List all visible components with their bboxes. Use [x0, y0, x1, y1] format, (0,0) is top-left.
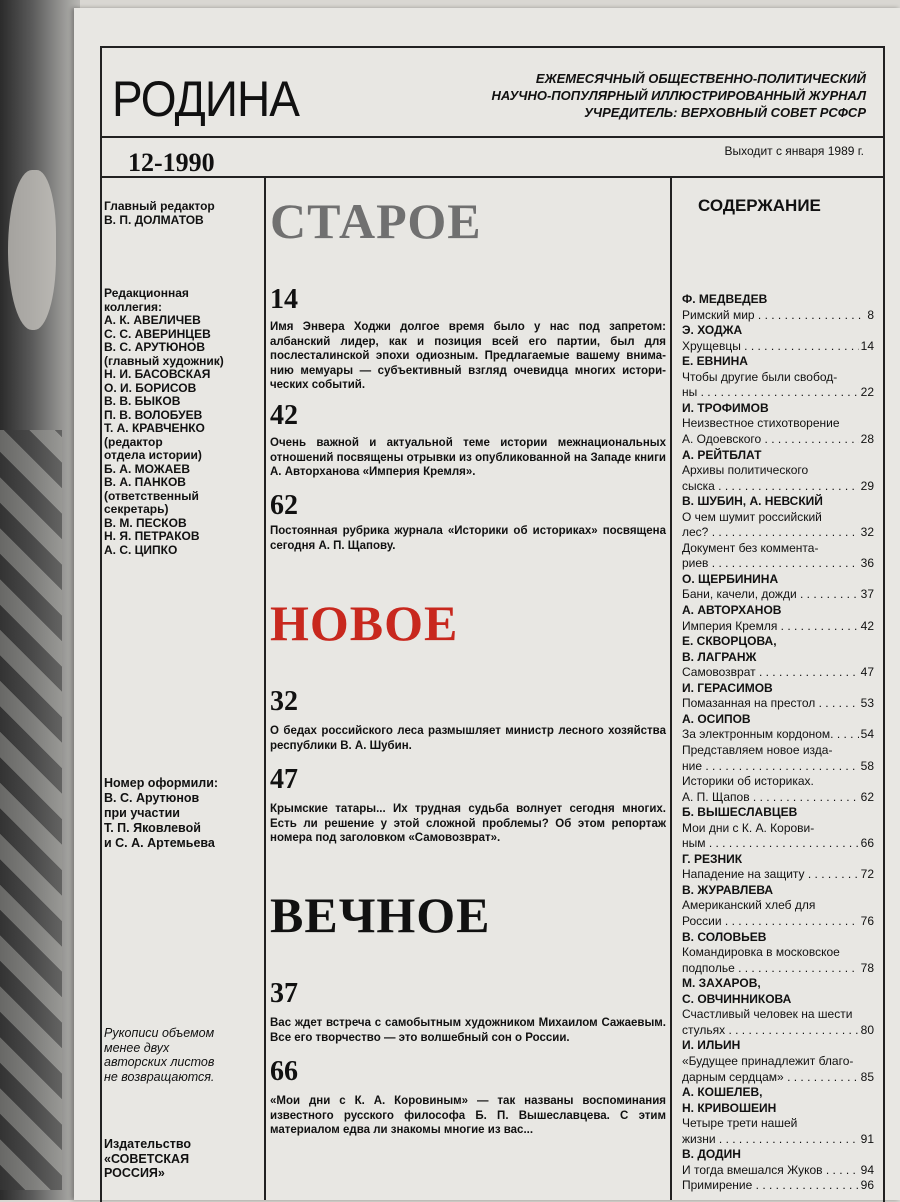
- toc-entry-title: Империя Кремля: [682, 618, 778, 633]
- editorial-board-line: отдела истории): [104, 448, 202, 462]
- toc-author-name: Е. СКВОРЦОВА,: [682, 634, 777, 649]
- design-credit-line: и С. А. Артемьева: [104, 836, 215, 850]
- toc-page-number: 36: [860, 556, 874, 571]
- toc-entry: [682, 1023, 874, 1039]
- editorial-board-line: А. К. АВЕЛИЧЕВ: [104, 313, 201, 327]
- toc-entry: [682, 339, 874, 355]
- toc-entry: [682, 1116, 874, 1132]
- feature-description: О бедах российского леса размышляет министр лесного хозяйства республики В. А. Шубин.: [270, 725, 666, 752]
- toc-entry-title: Римский мир: [682, 307, 755, 322]
- toc-author-name: В. СОЛОВЬЕВ: [682, 929, 767, 944]
- toc-author: [682, 323, 874, 339]
- toc-author-name: В. ДОДИН: [682, 1147, 741, 1162]
- toc-page-number: 47: [860, 665, 874, 680]
- toc-author: [682, 1038, 874, 1054]
- feature-page-number: 42: [270, 400, 298, 431]
- toc-entry: [682, 432, 874, 448]
- toc-entry: [682, 945, 874, 961]
- toc-leader-dots: [755, 308, 874, 322]
- toc-author: [682, 401, 874, 417]
- feature-page-number: 47: [270, 764, 298, 795]
- toc-entry-title: стульях: [682, 1022, 726, 1037]
- toc-entry-title: О чем шумит российский: [682, 509, 822, 524]
- toc-entry-title: За электронным кордоном.: [682, 727, 834, 742]
- toc-author-name: А. КОШЕЛЕВ,: [682, 1085, 763, 1100]
- toc-author-name: И. ТРОФИМОВ: [682, 400, 769, 415]
- feature-description: Очень важной и актуальной теме истории межнациональных отношений посвящены отрывки из опубликованной на Западе книги А. Авторханова «Империя Кремля».: [270, 437, 666, 478]
- toc-author-name: В. ЖУРАВЛЕВА: [682, 882, 774, 897]
- editorial-board-line: Редакционная: [104, 286, 189, 300]
- issue-number: 12-1990: [128, 148, 215, 177]
- toc-entry: [682, 479, 874, 495]
- design-credits: [104, 776, 262, 851]
- toc-entry: [682, 1163, 874, 1179]
- chief-editor-label: Главный редактор: [104, 199, 215, 213]
- toc-author-name: Э. ХОДЖА: [682, 323, 743, 338]
- toc-page-number: 76: [860, 914, 874, 928]
- toc-author-name: А. РЕЙТБЛАТ: [682, 447, 762, 462]
- section-new-title: НОВОЕ: [270, 595, 459, 651]
- toc-author-name: В. ШУБИН, А. НЕВСКИЙ: [682, 494, 823, 509]
- feature-page-number: 62: [270, 490, 298, 521]
- editorial-board-line: (редактор: [104, 434, 163, 449]
- toc-page-number: 37: [860, 587, 874, 602]
- toc-entry: [682, 308, 874, 324]
- toc-author: [682, 992, 874, 1008]
- toc-page-number: 14: [860, 338, 874, 353]
- section-old-title: СТАРОЕ: [270, 193, 482, 249]
- editorial-board-line: С. С. АВЕРИНЦЕВ: [104, 326, 211, 341]
- toc-author-name: Е. ЕВНИНА: [682, 354, 748, 369]
- toc-entry: [682, 836, 874, 852]
- toc-entry: [682, 696, 874, 712]
- feature-description: Имя Энвера Ходжи долгое время было у нас под запретом: албанский лидер, как и позиция всей его партии, был для послесталинской эпохи одиозным. Предлагаемые вашему вниманию мемуары — субъективный взгляд очевидца многих исторических событий.: [270, 321, 666, 391]
- editorial-board-line: Т. А. КРАВЧЕНКО: [104, 421, 205, 435]
- toc-entry-title: Архивы политического: [682, 463, 809, 478]
- toc-page-number: 32: [860, 525, 874, 540]
- chief-editor-name: В. П. ДОЛМАТОВ: [104, 212, 204, 227]
- toc-author-name: В. ЛАГРАНЖ: [682, 649, 757, 664]
- toc-page-number: 91: [860, 1131, 874, 1146]
- toc-author-name: Н. КРИВОШЕИН: [682, 1100, 777, 1115]
- feature-page-number: 14: [270, 284, 298, 315]
- editorial-board-line: А. С. ЦИПКО: [104, 542, 178, 557]
- toc-entry: [682, 961, 874, 977]
- toc-entry-title: лес?: [682, 525, 709, 540]
- manuscripts-note-line: не возвращаются.: [104, 1069, 215, 1084]
- toc-entry-title: «Будущее принадлежит благо-: [682, 1053, 854, 1068]
- manuscripts-note-line: менее двух: [104, 1040, 170, 1055]
- toc-entry-title: Счастливый человек на шести: [682, 1007, 853, 1022]
- toc-entry: [682, 619, 874, 635]
- toc-entry-title: Бани, качели, дожди: [682, 587, 797, 602]
- divider-left-column: [264, 176, 266, 1200]
- toc-entry-title: ным: [682, 836, 706, 851]
- editorial-board-line: Б. А. МОЖАЕВ: [104, 461, 190, 476]
- editorial-board-line: В. А. ПАНКОВ: [104, 475, 186, 489]
- toc-entry-title: Мои дни с К. А. Корови-: [682, 820, 815, 835]
- toc-entry-title: ние: [682, 758, 703, 773]
- toc-entry: [682, 743, 874, 759]
- toc-leader-dots: [735, 961, 874, 975]
- toc-entry-title: Помазанная на престол: [682, 696, 816, 711]
- toc-author-name: А. ОСИПОВ: [682, 711, 751, 726]
- toc-entry: [682, 665, 874, 681]
- toc-author: [682, 292, 874, 308]
- toc-entry-title: Чтобы другие были свобод-: [682, 369, 838, 384]
- toc-entry: [682, 821, 874, 837]
- publisher-line: РОССИЯ»: [104, 1166, 165, 1180]
- toc-leader-dots: [716, 1132, 874, 1146]
- manuscripts-note-line: Рукописи объемом: [104, 1026, 215, 1040]
- toc-entry-title: жизни: [682, 1131, 716, 1146]
- design-credit-line: В. С. Арутюнов: [104, 791, 200, 805]
- toc-leader-dots: [706, 836, 874, 850]
- editorial-board: [104, 287, 262, 557]
- toc-entry: [682, 510, 874, 526]
- toc-entry: [682, 774, 874, 790]
- publication-since: Выходит с января 1989 г.: [724, 144, 864, 158]
- toc-entry-title: Нападение на защиту: [682, 867, 805, 882]
- toc-page-number: 29: [860, 478, 874, 493]
- toc-author: [682, 930, 874, 946]
- divider-right-column: [670, 176, 672, 1200]
- toc-leader-dots: [756, 665, 874, 679]
- toc-author: [682, 1085, 874, 1101]
- toc-leader-dots: [741, 339, 874, 353]
- publisher-line: Издательство: [104, 1137, 192, 1151]
- toc-page-number: 62: [860, 789, 874, 804]
- toc-entry: [682, 1132, 874, 1148]
- toc-entry: [682, 727, 874, 743]
- design-credit-line: Т. П. Яковлевой: [104, 821, 201, 835]
- editorial-board-line: В. М. ПЕСКОВ: [104, 515, 187, 530]
- toc-entry: [682, 790, 874, 806]
- editorial-board-line: Н. И. БАСОВСКАЯ: [104, 367, 211, 381]
- toc-author: [682, 448, 874, 464]
- publisher-block: [104, 1137, 262, 1181]
- toc-author: [682, 494, 874, 510]
- cover-photo-strip: [0, 0, 80, 1200]
- toc-entry-title: Представляем новое изда-: [682, 742, 833, 757]
- toc-entry: [682, 1178, 874, 1194]
- toc-entry-title: России: [682, 914, 722, 928]
- masthead-line: ЕЖЕМЕСЯЧНЫЙ ОБЩЕСТВЕННО-ПОЛИТИЧЕСКИЙ: [535, 71, 866, 86]
- toc-entry: [682, 1054, 874, 1070]
- toc-author: [682, 976, 874, 992]
- toc-entry-title: подполье: [682, 960, 735, 975]
- feature-page-number: 37: [270, 978, 298, 1009]
- toc-leader-dots: [752, 1178, 874, 1192]
- toc-entry: [682, 556, 874, 572]
- toc-page-number: 94: [860, 1162, 874, 1177]
- toc-page-number: 42: [860, 618, 874, 633]
- toc-author-name: Ф. МЕДВЕДЕВ: [682, 292, 768, 306]
- toc-author-name: М. ЗАХАРОВ,: [682, 976, 761, 991]
- feature-description: Крымские татары... Их трудная судьба волнует сегодня многих. Есть ли решение у этой сложной проблемы? Об этом репортаж номера под заголовком «Самовозврат».: [270, 803, 666, 844]
- toc-page-number: 54: [860, 727, 874, 742]
- toc-entry: [682, 867, 874, 883]
- feature-description: «Мои дни с К. А. Коровиным» — так названы воспоминания известного русского философа Б. П. Вышеславцева. С этим материалом едва ли знакомы многие из вас...: [270, 1095, 666, 1136]
- toc-author: [682, 634, 874, 650]
- masthead-description: [492, 70, 866, 121]
- masthead-line: УЧРЕДИТЕЛЬ: ВЕРХОВНЫЙ СОВЕТ РСФСР: [584, 105, 866, 120]
- masthead-line: НАУЧНО-ПОПУЛЯРНЫЙ ИЛЛЮСТРИРОВАННЫЙ ЖУРНАЛ: [491, 88, 866, 103]
- toc-author: [682, 712, 874, 728]
- toc-author: [682, 1147, 874, 1163]
- divider-masthead: [100, 136, 883, 138]
- toc-author-name: Б. ВЫШЕСЛАВЦЕВ: [682, 805, 798, 820]
- toc-entry: [682, 525, 874, 541]
- toc-entry-title: И тогда вмешался Жуков: [682, 1162, 823, 1177]
- editorial-board-line: секретарь): [104, 502, 169, 516]
- toc-entry: [682, 1070, 874, 1086]
- editorial-board-line: коллегия:: [104, 299, 163, 314]
- toc-author: [682, 650, 874, 666]
- toc-author: [682, 1101, 874, 1117]
- toc-page-number: 66: [860, 836, 874, 851]
- toc-page-number: 72: [860, 867, 874, 882]
- toc-entry: [682, 370, 874, 386]
- toc-entry: [682, 914, 874, 930]
- toc-leader-dots: [750, 790, 874, 804]
- toc-page-number: 22: [860, 385, 874, 400]
- toc-entry-title: А. Одоевского: [682, 431, 762, 446]
- feature-description: Постоянная рубрика журнала «Историки об историках» посвящена сегодня А. П. Щапову.: [270, 525, 666, 552]
- toc-page-number: 80: [860, 1022, 874, 1037]
- manuscripts-note: [104, 1026, 262, 1084]
- toc-entry-title: ны: [682, 385, 698, 400]
- toc-leader-dots: [761, 432, 874, 446]
- toc-entry-title: Хрущевцы: [682, 338, 741, 353]
- toc-leader-dots: [708, 525, 874, 539]
- toc-entry: [682, 1007, 874, 1023]
- toc-entry-title: Историки об историках.: [682, 774, 814, 789]
- toc-entry: [682, 463, 874, 479]
- toc-entry-title: Командировка в московское: [682, 945, 840, 960]
- toc-page-number: 58: [860, 758, 874, 773]
- toc-entry: [682, 898, 874, 914]
- chief-editor-block: [104, 200, 262, 227]
- toc-entry-title: Документ без коммента-: [682, 540, 819, 555]
- toc-author: [682, 354, 874, 370]
- editorial-board-line: Н. Я. ПЕТРАКОВ: [104, 529, 200, 543]
- manuscripts-note-line: авторских листов: [104, 1055, 215, 1069]
- editorial-board-line: (главный художник): [104, 353, 224, 368]
- toc-author-name: О. ЩЕРБИНИНА: [682, 571, 779, 586]
- toc-entry: [682, 416, 874, 432]
- toc-page-number: 96: [860, 1178, 874, 1193]
- toc-author-name: И. ИЛЬИН: [682, 1038, 741, 1053]
- toc-entry-title: дарным сердцам»: [682, 1069, 784, 1084]
- toc-entry: [682, 759, 874, 775]
- toc-author: [682, 603, 874, 619]
- toc-leader-dots: [702, 759, 874, 773]
- toc-entry-title: сыска: [682, 478, 715, 493]
- toc-author-name: А. АВТОРХАНОВ: [682, 603, 782, 617]
- toc-author-name: С. ОВЧИННИКОВА: [682, 991, 792, 1006]
- design-credit-line: Номер оформили:: [104, 776, 219, 790]
- toc-author: [682, 805, 874, 821]
- toc-entry-title: А. П. Щапов: [682, 789, 750, 804]
- feature-page-number: 32: [270, 686, 298, 717]
- toc-entry-title: Примирение: [682, 1178, 753, 1193]
- editorial-board-line: В. С. АРУТЮНОВ: [104, 340, 206, 354]
- contents-title: СОДЕРЖАНИЕ: [698, 196, 821, 215]
- feature-page-number: 66: [270, 1056, 298, 1087]
- design-credit-line: при участии: [104, 806, 180, 820]
- toc-entry-title: Американский хлеб для: [682, 898, 816, 913]
- editorial-board-line: (ответственный: [104, 488, 199, 503]
- section-eternal-title: ВЕЧНОЕ: [270, 887, 491, 943]
- publisher-line: «СОВЕТСКАЯ: [104, 1151, 190, 1166]
- feature-description: Вас ждет встреча с самобытным художником Михаилом Сажаевым. Все его творчество — это волшебный сон о России.: [270, 1017, 666, 1044]
- toc-entry-title: Четыре трети нашей: [682, 1116, 798, 1131]
- toc-leader-dots: [708, 556, 874, 570]
- toc-entry: [682, 541, 874, 557]
- toc-entry: [682, 587, 874, 603]
- toc-page-number: 78: [860, 960, 874, 975]
- toc-leader-dots: [697, 385, 874, 399]
- editorial-board-line: О. И. БОРИСОВ: [104, 380, 197, 395]
- editorial-board-line: В. В. БЫКОВ: [104, 394, 181, 408]
- toc-author: [682, 681, 874, 697]
- toc-author: [682, 572, 874, 588]
- toc-entry-title: Самовозврат: [682, 665, 756, 680]
- toc-author-name: И. ГЕРАСИМОВ: [682, 680, 773, 695]
- toc-leader-dots: [725, 1023, 874, 1037]
- toc-author: [682, 883, 874, 899]
- editorial-board-line: П. В. ВОЛОБУЕВ: [104, 407, 203, 422]
- toc-entry-title: риев: [682, 556, 709, 571]
- toc-page-number: 53: [860, 696, 874, 711]
- toc-author-name: Г. РЕЗНИК: [682, 851, 743, 866]
- toc-entry: [682, 385, 874, 401]
- toc-entry-title: Неизвестное стихотворение: [682, 416, 840, 431]
- divider-issue: [100, 176, 883, 178]
- toc-page-number: 85: [860, 1069, 874, 1084]
- toc-page-number: 8: [867, 307, 874, 322]
- toc-leader-dots: [722, 914, 874, 928]
- magazine-logo: РОДИНА: [112, 71, 300, 127]
- toc-leader-dots: [715, 479, 874, 493]
- toc-page-number: 28: [860, 431, 874, 446]
- toc-author: [682, 852, 874, 868]
